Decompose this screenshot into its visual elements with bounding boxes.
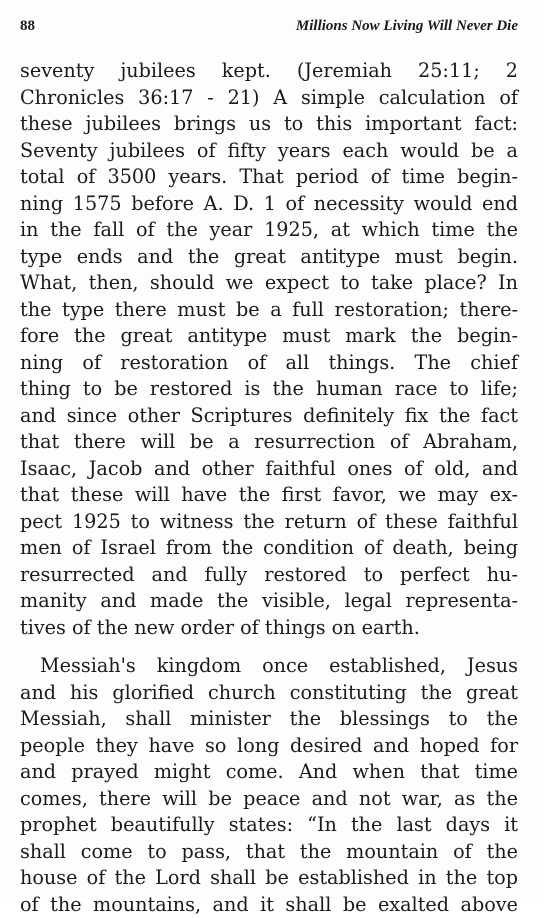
page-number: 88 [20, 18, 35, 35]
paragraph [20, 58, 518, 641]
text-line: type ends and the great antitype must begin. [20, 244, 518, 271]
text-line: tives of the new order of things on earth. [20, 615, 518, 642]
text-line: ning of restoration of all things. The chief [20, 350, 518, 377]
text-line: prophet beautifully states: “In the last days it [20, 812, 518, 839]
text-line: of the mountains, and it shall be exalted above [20, 892, 518, 918]
text-line: Seventy jubilees of fifty years each would be a [20, 138, 518, 165]
paragraph-gap [20, 641, 518, 653]
text-line: resurrected and fully restored to perfect hu- [20, 562, 518, 589]
running-title: Millions Now Living Will Never Die [296, 18, 518, 35]
text-line: these jubilees brings us to this important fact: [20, 111, 518, 138]
page-header [20, 18, 518, 40]
text-line: the type there must be a full restoration; there- [20, 297, 518, 324]
text-line: Messiah's kingdom once established, Jesus [20, 653, 518, 680]
text-line: and prayed might come. And when that time [20, 759, 518, 786]
text-line: Chronicles 36:17 - 21) A simple calculation of [20, 85, 518, 112]
text-line: What, then, should we expect to take place? In [20, 270, 518, 297]
text-line: comes, there will be peace and not war, as the [20, 786, 518, 813]
text-line: Messiah, shall minister the blessings to the [20, 706, 518, 733]
text-line: shall come to pass, that the mountain of the [20, 839, 518, 866]
text-line: ning 1575 before A. D. 1 of necessity would end [20, 191, 518, 218]
text-line: pect 1925 to witness the return of these faithful [20, 509, 518, 536]
text-line: seventy jubilees kept. (Jeremiah 25:11; 2 [20, 58, 518, 85]
text-line: Isaac, Jacob and other faithful ones of old, and [20, 456, 518, 483]
paragraph [20, 653, 518, 918]
text-line: people they have so long desired and hoped for [20, 733, 518, 760]
text-line: fore the great antitype must mark the begin- [20, 323, 518, 350]
text-line: thing to be restored is the human race to life; [20, 376, 518, 403]
text-line: in the fall of the year 1925, at which time the [20, 217, 518, 244]
text-line: that these will have the first favor, we may ex- [20, 482, 518, 509]
text-line: manity and made the visible, legal representa- [20, 588, 518, 615]
text-line: house of the Lord shall be established in the top [20, 865, 518, 892]
text-line: men of Israel from the condition of death, being [20, 535, 518, 562]
body-text [20, 58, 518, 918]
text-line: and his glorified church constituting the great [20, 680, 518, 707]
text-line: total of 3500 years. That period of time begin- [20, 164, 518, 191]
text-line: that there will be a resurrection of Abraham, [20, 429, 518, 456]
text-line: and since other Scriptures definitely fix the fact [20, 403, 518, 430]
